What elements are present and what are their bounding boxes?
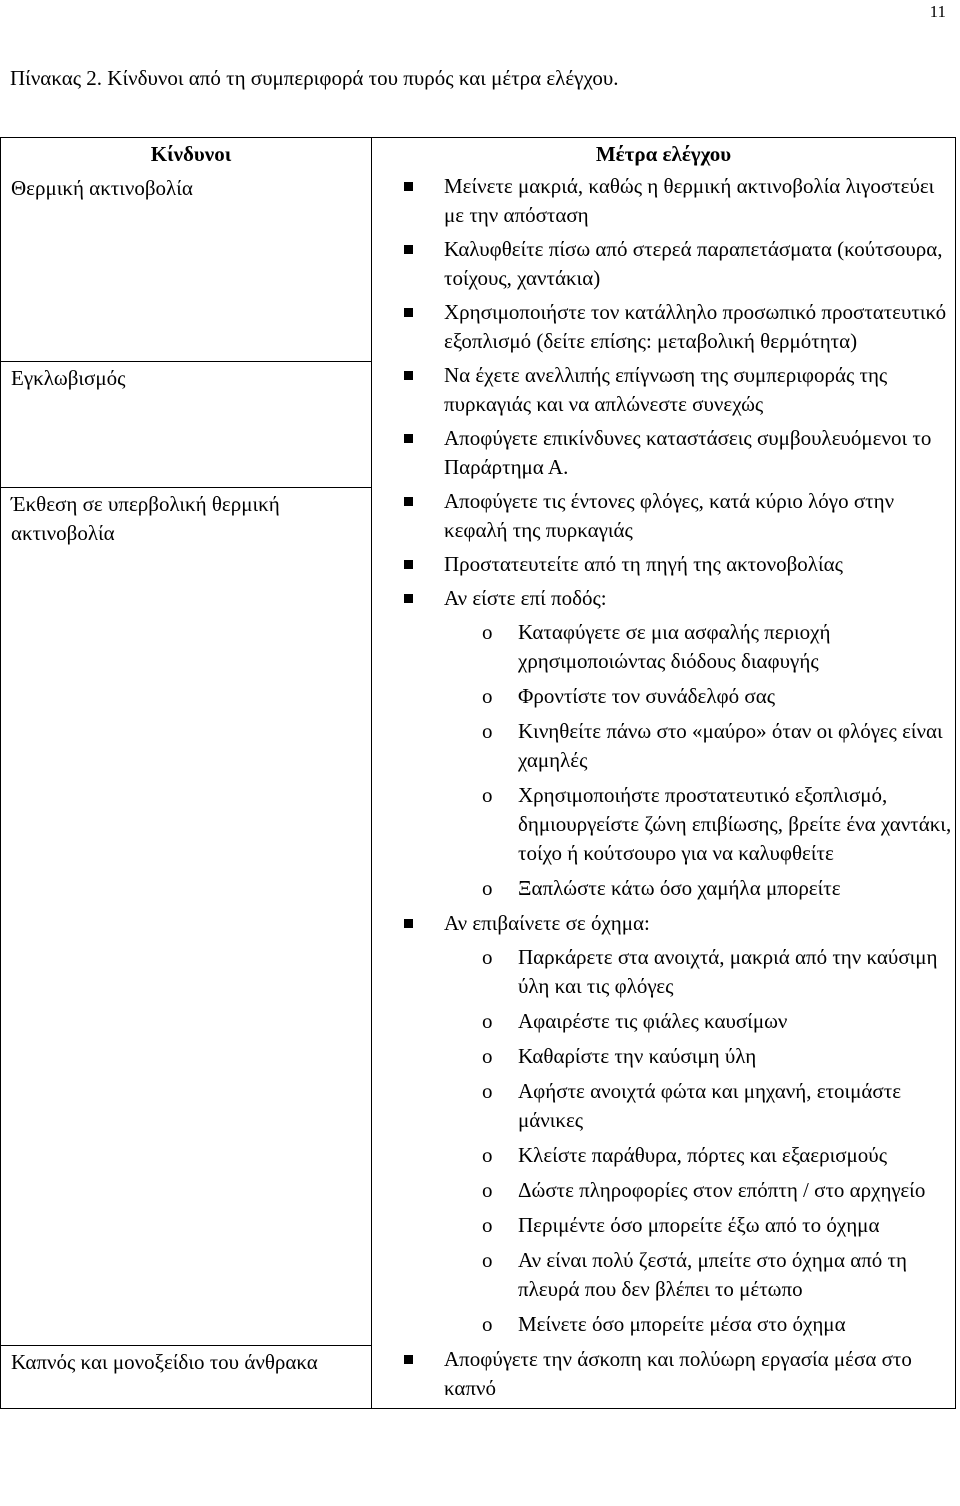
circle-bullet-icon: o bbox=[482, 945, 493, 969]
circle-bullet-icon: o bbox=[482, 876, 493, 900]
measure-item bbox=[12, 235, 955, 293]
sub-measures-list bbox=[444, 618, 955, 903]
sub-measure-item bbox=[444, 1007, 955, 1036]
circle-bullet-icon: o bbox=[482, 620, 493, 644]
sub-measure-text: Μείνετε όσο μπορείτε μέσα στο όχημα bbox=[518, 1312, 846, 1336]
hazards-table bbox=[0, 137, 956, 1409]
circle-bullet-icon: o bbox=[482, 783, 493, 807]
measure-item bbox=[12, 550, 955, 579]
measure-item bbox=[12, 172, 955, 230]
measures-list bbox=[372, 487, 955, 1339]
circle-bullet-icon: o bbox=[482, 684, 493, 708]
table-header-row bbox=[1, 138, 956, 173]
measures-list bbox=[372, 361, 955, 482]
sub-measure-item bbox=[444, 682, 955, 711]
caption-text: Κίνδυνοι από τη συμπεριφορά του πυρός και μέτρα ελέγχου. bbox=[102, 66, 619, 90]
measure-item bbox=[12, 584, 955, 903]
sub-measure-text: Κινηθείτε πάνω στο «μαύρο» όταν οι φλόγες είναι χαμηλές bbox=[518, 719, 943, 772]
sub-measure-item bbox=[444, 717, 955, 775]
measures-cell bbox=[372, 361, 956, 487]
sub-measure-item bbox=[444, 1141, 955, 1170]
circle-bullet-icon: o bbox=[482, 1248, 493, 1272]
square-bullet-icon bbox=[404, 245, 413, 254]
square-bullet-icon bbox=[404, 308, 413, 317]
sub-measure-text: Ξαπλώστε κάτω όσο χαμήλα μπορείτε bbox=[518, 876, 841, 900]
table-row bbox=[1, 172, 956, 361]
circle-bullet-icon: o bbox=[482, 1143, 493, 1167]
measure-text: Προστατευτείτε από τη πηγή της ακτονοβολίας bbox=[444, 552, 843, 576]
measure-text: Αποφύγετε επικίνδυνες καταστάσεις συμβουλευόμενοι το Παράρτημα Α. bbox=[444, 426, 932, 479]
caption-label: Πίνακας 2. bbox=[10, 66, 103, 90]
table-caption bbox=[10, 66, 618, 91]
header-hazards: Κίνδυνοι bbox=[1, 138, 372, 173]
square-bullet-icon bbox=[404, 560, 413, 569]
table-body bbox=[1, 172, 956, 1409]
sub-measure-text: Χρησιμοποιήστε προστατευτικό εξοπλισμό, δημιουργείστε ζώνη επιβίωσης, βρείτε ένα χαντάκι, τοίχο ή κούτσουρο για να καλυφθείτε bbox=[518, 783, 952, 865]
measure-text: Καλυφθείτε πίσω από στερεά παραπετάσματα (κούτσουρα, τοίχους, χαντάκια) bbox=[444, 237, 943, 290]
circle-bullet-icon: o bbox=[482, 1312, 493, 1336]
sub-measure-item bbox=[444, 874, 955, 903]
measure-text: Αποφύγετε την άσκοπη και πολύωρη εργασία μέσα στο καπνό bbox=[444, 1347, 912, 1400]
sub-measure-item bbox=[444, 1246, 955, 1304]
measure-item bbox=[12, 909, 955, 1339]
sub-measure-item bbox=[444, 1077, 955, 1135]
sub-measure-item bbox=[444, 1211, 955, 1240]
hazard-text: Έκθεση σε υπερβολική θερμική ακτινοβολία bbox=[11, 491, 280, 545]
hazard-text: Θερμική ακτινοβολία bbox=[11, 176, 193, 200]
sub-measures-list bbox=[444, 943, 955, 1339]
hazard-text: Εγκλωβισμός bbox=[11, 365, 126, 390]
measures-list bbox=[372, 172, 955, 356]
measure-item bbox=[12, 487, 955, 545]
square-bullet-icon bbox=[404, 371, 413, 380]
circle-bullet-icon: o bbox=[482, 1213, 493, 1237]
sub-measure-text: Καθαρίστε την καύσιμη ύλη bbox=[518, 1044, 757, 1068]
table-row bbox=[1, 487, 956, 1345]
sub-measure-text: Φροντίστε τον συνάδελφό σας bbox=[518, 684, 776, 708]
measure-item bbox=[12, 424, 955, 482]
sub-measure-text: Περιμέντε όσο μπορείτε έξω από το όχημα bbox=[518, 1213, 880, 1237]
measure-text: Να έχετε ανελλιπής επίγνωση της συμπεριφοράς της πυρκαγιάς και να απλώνεστε συνεχώς bbox=[444, 363, 888, 416]
sub-measure-text: Καταφύγετε σε μια ασφαλής περιοχή χρησιμοποιώντας διόδους διαφυγής bbox=[518, 620, 831, 673]
circle-bullet-icon: o bbox=[482, 719, 493, 743]
sub-measure-item bbox=[444, 1310, 955, 1339]
measure-text: Αποφύγετε τις έντονες φλόγες, κατά κύριο λόγο στην κεφαλή της πυρκαγιάς bbox=[444, 489, 895, 542]
measures-cell bbox=[372, 172, 956, 361]
sub-measure-text: Δώστε πληροφορίες στον επόπτη / στο αρχηγείο bbox=[518, 1178, 926, 1202]
measure-text: Χρησιμοποιήστε τον κατάλληλο προσωπικό προστατευτικό εξοπλισμό (δείτε επίσης: μεταβολική θερμότητα) bbox=[444, 300, 947, 353]
header-measures: Μέτρα ελέγχου bbox=[372, 138, 956, 173]
sub-measure-text: Κλείστε παράθυρα, πόρτες και εξαερισμούς bbox=[518, 1143, 888, 1167]
table-row bbox=[1, 361, 956, 487]
measure-item bbox=[12, 298, 955, 356]
square-bullet-icon bbox=[404, 182, 413, 191]
sub-measure-item bbox=[444, 943, 955, 1001]
measures-cell bbox=[372, 1345, 956, 1409]
sub-measure-text: Αφήστε ανοιχτά φώτα και μηχανή, ετοιμάστε μάνικες bbox=[518, 1079, 902, 1132]
measures-cell bbox=[372, 487, 956, 1345]
measure-item bbox=[12, 1345, 955, 1403]
circle-bullet-icon: o bbox=[482, 1079, 493, 1103]
sub-measure-text: Παρκάρετε στα ανοιχτά, μακριά από την καύσιμη ύλη και τις φλόγες bbox=[518, 945, 938, 998]
measures-list bbox=[372, 1345, 955, 1403]
measure-text: Αν επιβαίνετε σε όχημα: bbox=[444, 911, 650, 935]
measure-item bbox=[12, 361, 955, 419]
sub-measure-item bbox=[444, 1176, 955, 1205]
sub-measure-item bbox=[444, 1042, 955, 1071]
square-bullet-icon bbox=[404, 594, 413, 603]
table-row bbox=[1, 1345, 956, 1409]
sub-measure-text: Αφαιρέστε τις φιάλες καυσίμων bbox=[518, 1009, 788, 1033]
hazard-text: Καπνός και μονοξείδιο του άνθρακα bbox=[11, 1349, 318, 1374]
circle-bullet-icon: o bbox=[482, 1009, 493, 1033]
square-bullet-icon bbox=[404, 497, 413, 506]
sub-measure-text: Αν είναι πολύ ζεστά, μπείτε στο όχημα από τη πλευρά που δεν βλέπει το μέτωπο bbox=[518, 1248, 907, 1301]
measure-text: Μείνετε μακριά, καθώς η θερμική ακτινοβολία λιγοστεύει με την απόσταση bbox=[444, 174, 935, 227]
measure-text: Αν είστε επί ποδός: bbox=[444, 586, 607, 610]
circle-bullet-icon: o bbox=[482, 1178, 493, 1202]
square-bullet-icon bbox=[404, 434, 413, 443]
sub-measure-item bbox=[444, 618, 955, 676]
page-number: 11 bbox=[929, 2, 946, 21]
square-bullet-icon bbox=[404, 919, 413, 928]
square-bullet-icon bbox=[404, 1355, 413, 1364]
circle-bullet-icon: o bbox=[482, 1044, 493, 1068]
sub-measure-item bbox=[444, 781, 955, 868]
